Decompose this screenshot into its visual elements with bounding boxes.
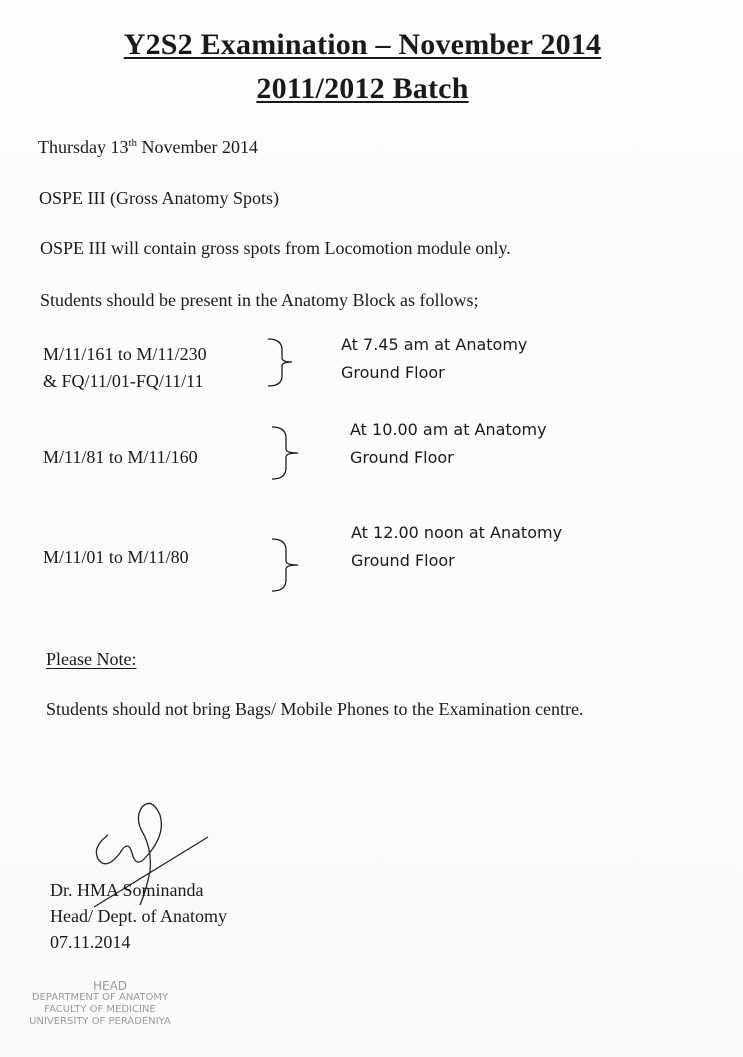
stamp-line-2: DEPARTMENT OF ANATOMY: [31, 992, 169, 1003]
schedule-time-3: [351, 519, 562, 575]
content-note: OSPE III will contain gross spots from Locomotion module only.: [40, 238, 511, 258]
schedule-range-2: [43, 444, 198, 471]
schedule-time-1-text: At 7.45 am at Anatomy: [341, 335, 528, 354]
schedule-range-1: [43, 341, 207, 395]
schedule-location-2: Ground Floor: [350, 448, 454, 467]
schedule-location-3: Ground Floor: [351, 551, 455, 570]
schedule-location-1: Ground Floor: [341, 363, 445, 382]
schedule-range-1-line2: & FQ/11/01-FQ/11/11: [43, 371, 204, 391]
schedule-range-1-line1: M/11/161 to M/11/230: [43, 344, 207, 364]
exam-date: [38, 137, 258, 158]
schedule-range-3: [43, 544, 189, 571]
bracket-icon: [266, 536, 306, 594]
schedule-time-3-text: At 12.00 noon at Anatomy: [351, 523, 563, 542]
attendance-instruction: Students should be present in the Anatomy Block as follows;: [40, 290, 479, 310]
note-text: Students should not bring Bags/ Mobile Phones to the Examination centre.: [46, 699, 584, 719]
stamp-line-1: HEAD: [92, 979, 128, 993]
stamp-line-4: UNIVERSITY OF PERADENIYA: [29, 1016, 171, 1027]
bracket-icon: [266, 424, 306, 482]
schedule-time-2-text: At 10.00 am at Anatomy: [350, 420, 547, 439]
stamp-line-3: FACULTY OF MEDICINE: [44, 1004, 156, 1015]
bracket-icon: [262, 336, 302, 388]
schedule-range-3-line1: M/11/01 to M/11/80: [43, 547, 189, 567]
signatory-position: Head/ Dept. of Anatomy: [50, 906, 227, 926]
signatory-date: 07.11.2014: [50, 932, 131, 952]
signatory-name: Dr. HMA Sominanda: [50, 880, 204, 900]
exam-name: OSPE III (Gross Anatomy Spots): [39, 188, 280, 208]
note-heading: Please Note:: [46, 649, 137, 669]
document-title: Y2S2 Examination – November 2014: [123, 28, 602, 61]
schedule-time-2: [350, 416, 547, 472]
exam-date-suffix: th: [128, 137, 138, 149]
department-stamp: [0, 980, 200, 1028]
exam-date-day: Thursday 13: [38, 137, 129, 157]
schedule-time-1: [341, 331, 527, 387]
batch-title: 2011/2012 Batch: [256, 72, 469, 105]
exam-date-rest: November 2014: [137, 137, 259, 157]
schedule-range-2-line1: M/11/81 to M/11/160: [43, 447, 198, 467]
